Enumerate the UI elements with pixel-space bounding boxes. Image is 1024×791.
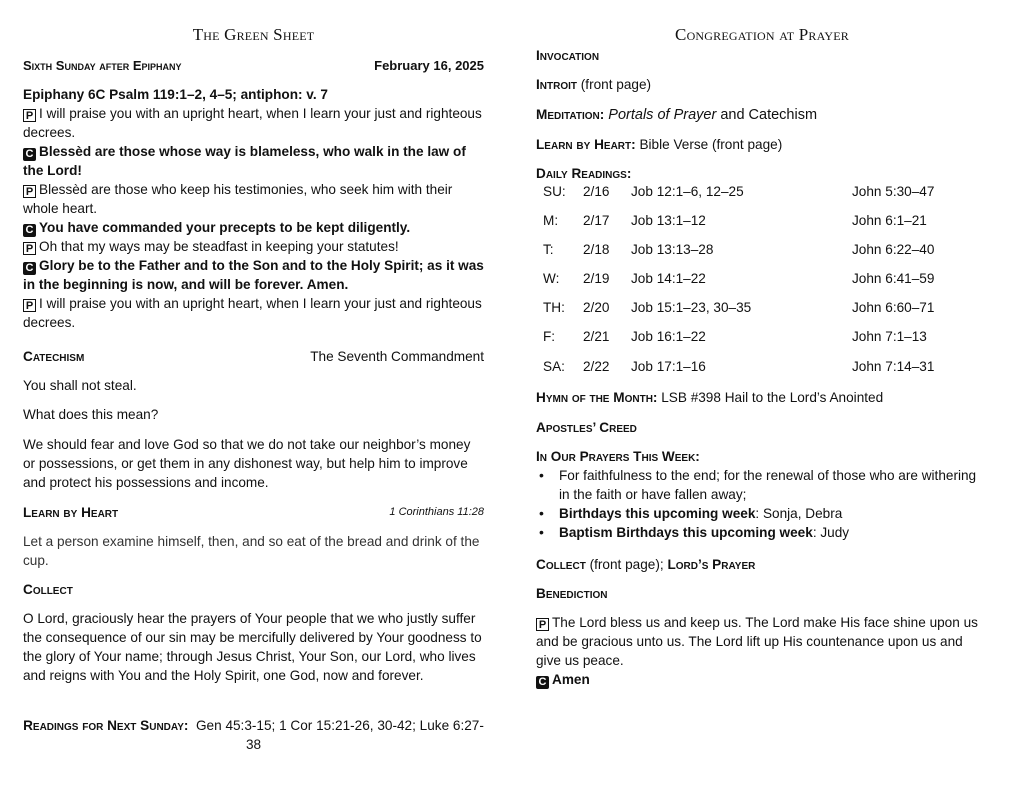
daily-readings-label: Daily Readings: — [536, 166, 632, 181]
left-column — [23, 0, 484, 791]
list-item: • Birthdays this upcoming week: Sonja, Debra — [536, 504, 988, 523]
next-sunday-label: Readings for Next Sunday — [23, 718, 184, 733]
creed-label: Apostles’ Creed — [536, 420, 637, 435]
catechism-command: You shall not steal. — [23, 378, 137, 393]
psalm-line: P I will praise you with an upright heart, when I learn your just and righteous decrees. — [23, 296, 482, 330]
sunday-name: Sixth Sunday after Epiphany — [23, 58, 182, 73]
psalm-line: P I will praise you with an upright heart, when I learn your just and righteous decrees. — [23, 106, 482, 140]
meditation-label: Meditation: — [536, 107, 605, 122]
sunday-date: February 16, 2025 — [374, 58, 484, 73]
pastor-marker-icon: P — [23, 109, 36, 122]
daily-readings-table: SU: 2/16 Job 12:1–6, 12–25 John 5:30–47 M: 2/17 Job 13:1–12 John 6:1–21 T: 2/18 Job 13:13–28 John 6:22–40 W: 2/19 Job 14:1–22 John 6:41–59 TH: 2/20 Job 15:1–23, 30–35 John 6:60–71 F: 2/21 Job 16:1–22 John 7:1–13 SA: 2/22 Job 17:1–16 John 7:14–31 — [543, 184, 935, 374]
congregation-marker-icon: C — [23, 224, 36, 237]
collect-note: (front page); — [589, 557, 664, 572]
list-item: • Baptism Birthdays this upcoming week: Judy — [536, 523, 988, 542]
psalm-line: C You have commanded your precepts to be kept diligently. — [23, 218, 484, 237]
pastor-marker-icon: P — [23, 185, 36, 198]
hymn-text: LSB #398 Hail to the Lord’s Anointed — [661, 390, 884, 405]
sunday-header — [23, 58, 484, 73]
meditation-title: Portals of Prayer — [608, 107, 717, 123]
right-column — [536, 0, 988, 791]
benediction-label: Benediction — [536, 586, 608, 601]
catechism-question: What does this mean? — [23, 407, 159, 422]
lords-prayer-label: Lord’s Prayer — [667, 557, 756, 572]
hymn-label: Hymn of the Month: — [536, 390, 658, 405]
collect-text: O Lord, graciously hear the prayers of Your people that we who justly suffer the consequence of our sin may be mercifully delivered by Your goodness to the glory of Your name; through Jesus Christ, Your Son, our Lord, who lives and reigns with You and the Holy Spirit, one God, now and forever. — [23, 611, 482, 683]
congregation-marker-icon: C — [536, 676, 549, 689]
collect-label: Collect — [23, 582, 73, 597]
amen-line — [536, 670, 988, 689]
list-item: • For faithfulness to the end; for the renewal of those who are withering in the faith or have fallen away; — [536, 466, 988, 504]
next-sunday-text: Gen 45:3-15; 1 Cor 15:21-26, 30-42; Luke 6:27-38 — [195, 718, 484, 752]
congregation-marker-icon: C — [23, 148, 36, 161]
next-sunday-readings: Readings for Next Sunday: Gen 45:3-15; 1 Cor 15:21-26, 30-42; Luke 6:27-38 — [23, 718, 484, 752]
catechism-label: Catechism — [23, 349, 85, 364]
introit-line — [536, 75, 988, 94]
learn-text: Let a person examine himself, then, and so eat of the bread and drink of the cup. — [23, 534, 480, 568]
prayer-list — [536, 466, 988, 542]
psalm-heading: Epiphany 6C Psalm 119:1–2, 4–5; antiphon: v. 7 — [23, 87, 328, 102]
congregation-marker-icon: C — [23, 262, 36, 275]
pastor-marker-icon: P — [23, 242, 36, 255]
hymn-line — [536, 388, 988, 407]
psalm-line: C Glory be to the Father and to the Son and to the Holy Spirit; as it was in the beginning is now, and will be forever. Amen. — [23, 258, 484, 292]
amen-text: Amen — [552, 672, 590, 687]
collect-line — [536, 555, 988, 574]
pastor-marker-icon: P — [536, 618, 549, 631]
learn-label: Learn by Heart — [23, 505, 119, 520]
invocation-label: Invocation — [536, 48, 600, 63]
learn-reference: 1 Corinthians 11:28 — [389, 506, 484, 518]
learn-by-heart-header — [23, 503, 484, 522]
psalm-responsive — [23, 104, 484, 332]
pastor-marker-icon: P — [23, 299, 36, 312]
learn-note: Bible Verse (front page) — [639, 137, 783, 152]
catechism-header — [23, 347, 484, 366]
page-title-left: The Green Sheet — [192, 25, 315, 44]
catechism-topic: The Seventh Commandment — [310, 349, 484, 364]
introit-note: (front page) — [580, 77, 652, 92]
psalm-line: C Blessèd are those whose way is blameless, who walk in the law of the Lord! — [23, 144, 466, 178]
learn-label-right: Learn by Heart: — [536, 137, 636, 152]
page-title-right: Congregation at Prayer — [675, 25, 849, 44]
psalm-line: P Blessèd are those who keep his testimonies, who seek him with their whole heart. — [23, 182, 453, 216]
psalm-line: P Oh that my ways may be steadfast in keeping your statutes! — [23, 237, 484, 256]
meditation-line — [536, 105, 988, 125]
meditation-rest: and Catechism — [720, 107, 818, 123]
introit-label: Introit — [536, 77, 577, 92]
prayers-label: In Our Prayers This Week: — [536, 449, 700, 464]
learn-line — [536, 135, 988, 154]
collect-label-right: Collect — [536, 557, 586, 572]
benediction-text: P The Lord bless us and keep us. The Lord make His face shine upon us and be gracious unto us. The Lord lift up His countenance upon us and give us peace. — [536, 615, 978, 668]
catechism-answer: We should fear and love God so that we do not take our neighbor’s money or possessions, or get them in any dishonest way, but help him to improve and protect his possessions and income. — [23, 437, 471, 490]
